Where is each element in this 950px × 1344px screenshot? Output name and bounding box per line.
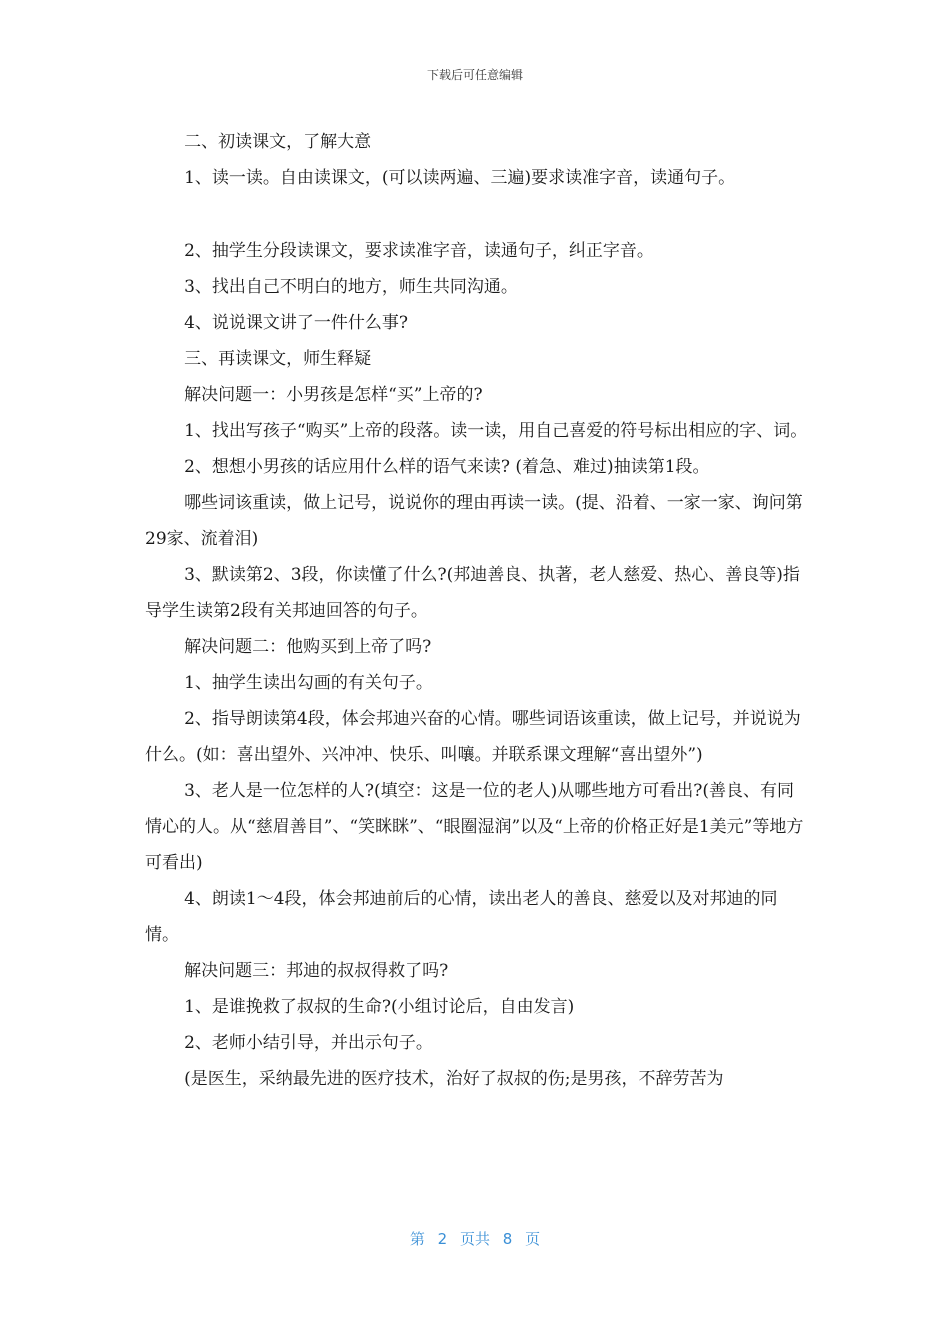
paragraph: 1、找出写孩子“购买”上帝的段落。读一读，用自己喜爱的符号标出相应的字、词。 [184, 421, 808, 441]
document-body [145, 124, 810, 1097]
paragraph: 1、读一读。自由读课文，(可以读两遍、三遍)要求读准字音，读通句子。 [184, 168, 736, 188]
page-number-footer: 第 2 页共 8 页 [409, 1230, 541, 1248]
paragraph: 3、默读第2、3段，你读懂了什么?(邦迪善良、执著，老人慈爱、热心、善良等)指导学生读第2段有关邦迪回答的句子。 [145, 565, 800, 621]
paragraph: 1、抽学生读出勾画的有关句子。 [184, 673, 433, 693]
question-heading: 解决问题三：邦迪的叔叔得救了吗? [184, 961, 449, 981]
paragraph: 哪些词该重读，做上记号，说说你的理由再读一读。(提、沿着、一家一家、询问第29家、流着泪) [145, 493, 803, 549]
paragraph: 2、想想小男孩的话应用什么样的语气来读? (着急、难过)抽读第1段。 [184, 457, 710, 477]
paragraph: 2、指导朗读第4段，体会邦迪兴奋的心情。哪些词语该重读，做上记号，并说说为什么。(如：喜出望外、兴冲冲、快乐、叫嚷。并联系课文理解“喜出望外”) [145, 709, 801, 765]
section-heading: 三、再读课文，师生释疑 [184, 349, 372, 369]
paragraph: 1、是谁挽救了叔叔的生命?(小组讨论后，自由发言) [184, 997, 575, 1017]
paragraph: (是医生，采纳最先进的医疗技术，治好了叔叔的伤;是男孩，不辞劳苦为 [184, 1069, 724, 1089]
question-heading: 解决问题一：小男孩是怎样“买”上帝的? [184, 385, 483, 405]
paragraph: 2、抽学生分段读课文，要求读准字音，读通句子，纠正字音。 [184, 241, 654, 261]
page-header: 下载后可任意编辑 [426, 68, 523, 82]
section-heading: 二、初读课文，了解大意 [184, 132, 372, 152]
paragraph: 4、朗读1～4段，体会邦迪前后的心情，读出老人的善良、慈爱以及对邦迪的同情。 [145, 889, 778, 945]
blank-line [145, 196, 810, 233]
paragraph: 4、说说课文讲了一件什么事? [184, 313, 409, 333]
paragraph: 3、老人是一位怎样的人?(填空：这是一位的老人)从哪些地方可看出?(善良、有同情心的人。从“慈眉善目”、“笑眯眯”、“眼圈湿润”以及“上帝的价格正好是1美元”等地方可看出) [145, 781, 804, 873]
question-heading: 解决问题二：他购买到上帝了吗? [184, 637, 432, 657]
paragraph: 2、老师小结引导，并出示句子。 [184, 1033, 433, 1053]
paragraph: 3、找出自己不明白的地方，师生共同沟通。 [184, 277, 518, 297]
